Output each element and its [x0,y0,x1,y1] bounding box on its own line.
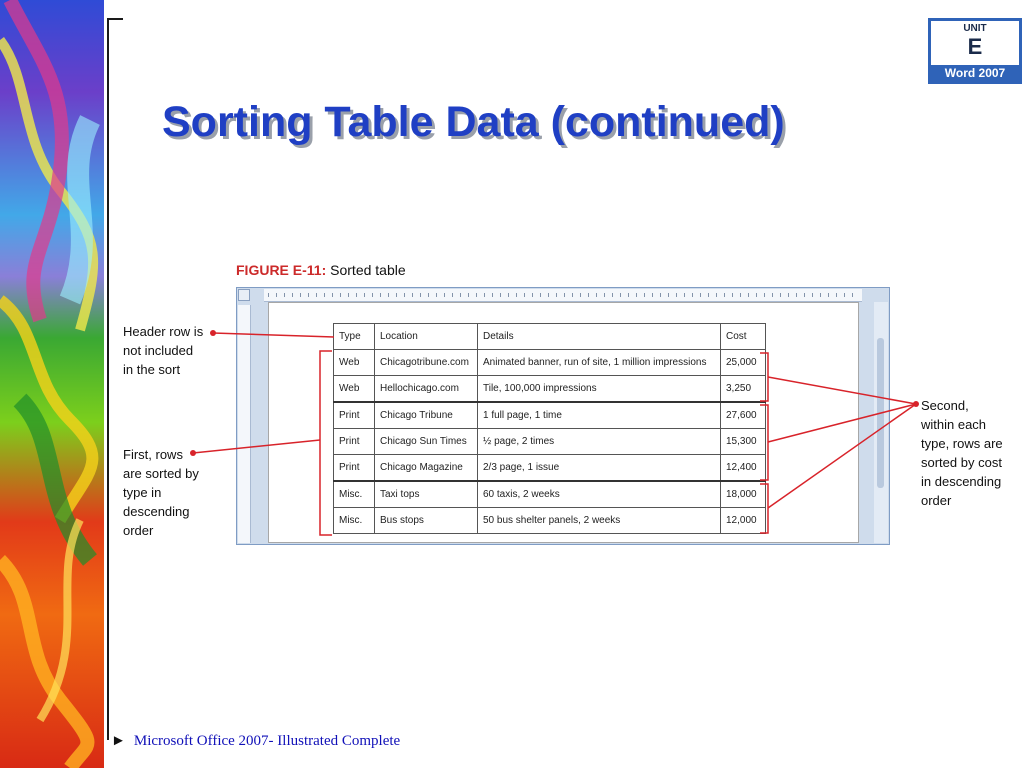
cell-details: Tile, 100,000 impressions [478,376,721,403]
cell-location: Taxi tops [375,481,478,508]
cost-bracket-web [760,353,768,401]
cell-location: Chicago Sun Times [375,429,478,455]
badge-product-label: Word 2007 [931,65,1019,81]
cell-type: Print [334,455,375,482]
callout-line: sorted by cost [921,455,1002,470]
callout-line: not included [123,343,194,358]
cell-location: Chicagotribune.com [375,350,478,376]
left-bracket [320,351,332,535]
callout-line: type in [123,485,162,500]
leader-dot-second [913,401,919,407]
badge-unit-label: UNIT [963,23,987,34]
callout-line: Second, [921,398,969,413]
cell-type: Print [334,429,375,455]
cell-details: ½ page, 2 times [478,429,721,455]
header-type: Type [334,324,375,350]
callout-line: within each [921,417,987,432]
cell-cost: 3,250 [721,376,766,403]
footer-text: Microsoft Office 2007- Illustrated Complete [133,733,401,749]
cell-details: 60 taxis, 2 weeks [478,481,721,508]
callout-line: type, rows are [921,436,1003,451]
figure-caption-text: Sorted table [330,262,406,278]
cell-type: Misc. [334,481,375,508]
cell-details: 1 full page, 1 time [478,402,721,429]
cell-cost: 25,000 [721,350,766,376]
callout-line: are sorted by [123,466,199,481]
cost-bracket-misc [760,484,768,533]
cell-type: Print [334,402,375,429]
leader-dot-first [190,450,196,456]
badge-unit-letter: E [967,34,983,59]
cell-details: 2/3 page, 1 issue [478,455,721,482]
cell-cost: 18,000 [721,481,766,508]
cell-location: Hellochicago.com [375,376,478,403]
cell-type: Web [334,376,375,403]
cell-cost: 12,400 [721,455,766,482]
leader-first-sort [193,440,320,453]
callout-line: Header row is [123,324,204,339]
callout-line: First, rows [123,447,183,462]
cell-details: Animated banner, run of site, 1 million impressions [478,350,721,376]
figure-number: FIGURE E-11: [236,262,327,278]
header-cost: Cost [721,324,766,350]
leader-second-misc [768,404,916,508]
cell-type: Web [334,350,375,376]
cell-location: Chicago Magazine [375,455,478,482]
cell-cost: 12,000 [721,508,766,534]
cell-location: Bus stops [375,508,478,534]
header-location: Location [375,324,478,350]
callout-line: order [123,523,154,538]
leader-header-row [213,333,334,337]
cell-details: 50 bus shelter panels, 2 weeks [478,508,721,534]
leader-dot-header [210,330,216,336]
leader-second-print [768,404,916,442]
footer-arrow-icon: ► [111,733,126,749]
cost-bracket-print [760,405,768,480]
callout-line: in the sort [123,362,181,377]
callout-line: descending [123,504,190,519]
leader-second-web [768,377,916,404]
cell-location: Chicago Tribune [375,402,478,429]
callout-line: in descending [921,474,1002,489]
slide-footer [111,733,400,750]
cell-cost: 15,300 [721,429,766,455]
header-details: Details [478,324,721,350]
slide-title: Sorting Table Data (continued) [162,98,785,146]
callout-line: order [921,493,952,508]
cell-type: Misc. [334,508,375,534]
cell-cost: 27,600 [721,402,766,429]
